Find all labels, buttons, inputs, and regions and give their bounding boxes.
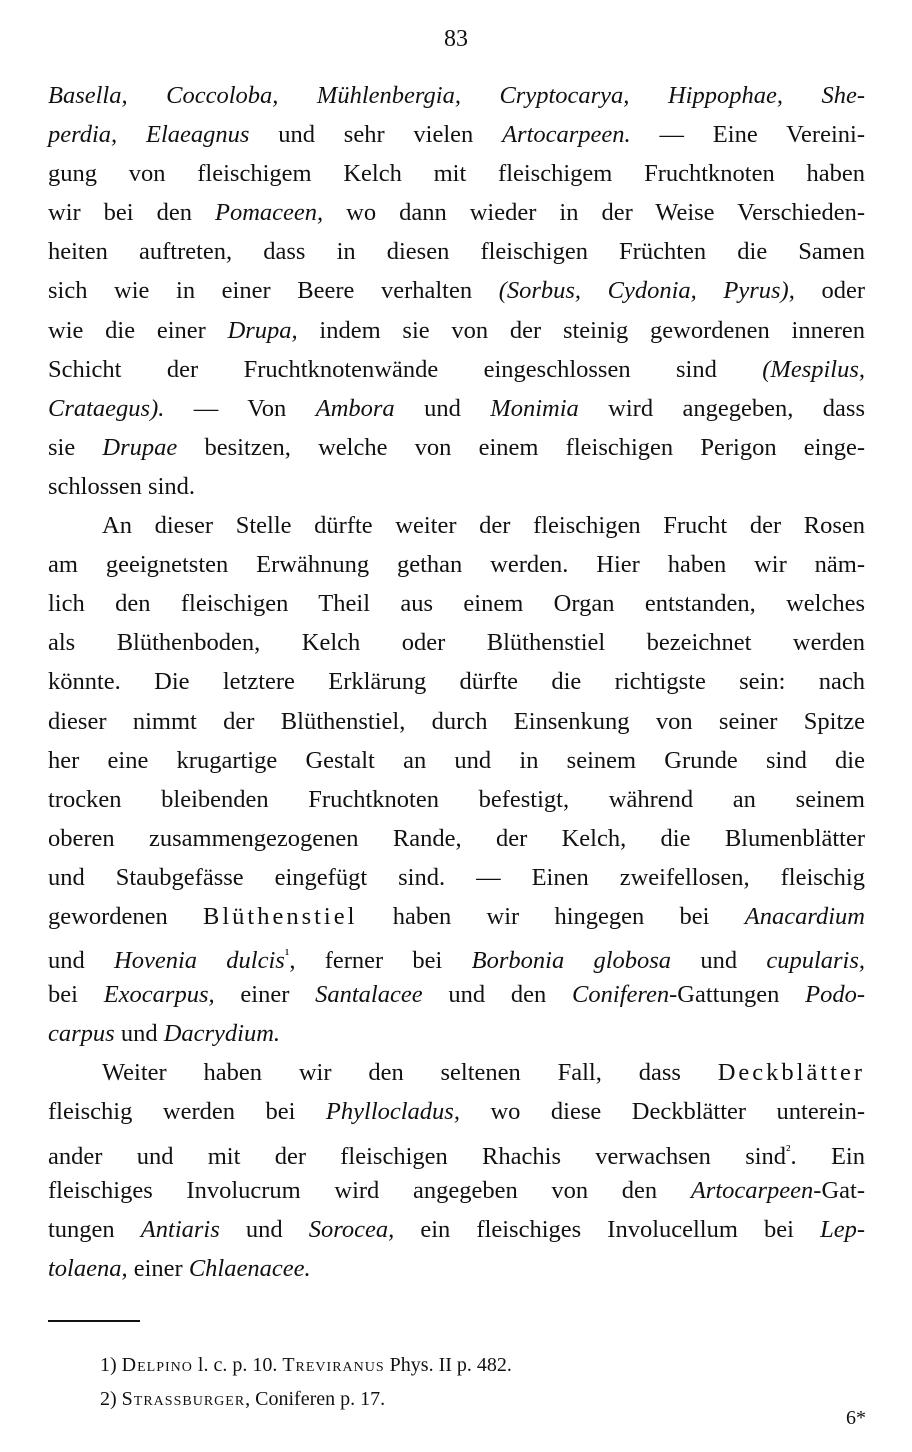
- text-line: [48, 193, 865, 232]
- italic-term: carpus: [48, 1020, 115, 1048]
- text-run: Weiter haben wir den seltenen Fall, dass: [102, 1059, 718, 1087]
- text-line: [48, 311, 865, 350]
- italic-term: Borbonia globosa: [471, 947, 672, 975]
- text-run: sich wie in einer Beere verhalten: [48, 277, 499, 305]
- italic-term: Drupa,: [227, 316, 298, 344]
- signature-mark: 6*: [846, 1407, 866, 1429]
- text-run: , ferner bei: [289, 947, 472, 975]
- text-line: [48, 232, 865, 271]
- text-run: und: [48, 947, 115, 975]
- footnote-author: Strassburger: [121, 1388, 246, 1410]
- page-number: 83: [444, 26, 468, 52]
- italic-term: perdia, Elaeagnus: [48, 121, 250, 149]
- italic-term: Podo-: [805, 981, 865, 1009]
- footnote-author: Treviranus: [282, 1354, 385, 1376]
- text-line: [48, 1249, 865, 1288]
- text-run: dieser nimmt der Blüthenstiel, durch Einsenkung von seiner Spitze: [48, 707, 865, 735]
- footnote-2: [100, 1382, 512, 1416]
- text-line: [48, 1171, 865, 1210]
- footnote-mark: 1): [100, 1354, 117, 1376]
- italic-term: Chlaenacee.: [188, 1254, 311, 1282]
- footnote-rule: [48, 1320, 140, 1322]
- text-run: gung von fleischigem Kelch mit fleischigem Fruchtknoten haben: [48, 160, 865, 188]
- text-line: [48, 780, 865, 819]
- text-run: könnte. Die letztere Erklärung dürfte die richtigste sein: nach: [48, 668, 865, 696]
- text-run: besitzen, welche von einem fleischigen Perigon einge-: [177, 433, 865, 461]
- italic-term: Drupae: [102, 433, 178, 461]
- italic-term: Sorocea,: [308, 1215, 395, 1243]
- text-line: [48, 545, 865, 584]
- text-run: und Staubgefässe eingefügt sind. — Einen zweifellosen, fleischig: [48, 863, 865, 891]
- italic-term: Pomaceen,: [214, 199, 324, 227]
- footnote-1: [100, 1348, 512, 1382]
- text-run: wir bei den: [48, 199, 215, 227]
- italic-term: tolaena,: [48, 1254, 128, 1282]
- text-line: [48, 1210, 865, 1249]
- text-line: [48, 975, 865, 1014]
- text-run: oberen zusammengezogenen Rande, der Kelch, die Blumenblätter: [48, 824, 865, 852]
- text-run: und: [219, 1215, 309, 1243]
- italic-term: Antiaris: [140, 1215, 220, 1243]
- text-run: einer: [214, 981, 316, 1009]
- text-line: [48, 467, 865, 506]
- footnote-mark: 2): [100, 1388, 117, 1410]
- italic-term: Anacardium: [744, 902, 865, 930]
- footnote-ref: ²: [786, 1142, 791, 1159]
- footnote-text: Phys. II p. 482.: [384, 1354, 512, 1376]
- footnote-ref: ¹: [284, 947, 290, 964]
- text-run: einer: [127, 1254, 189, 1282]
- text-run: wird angegeben, dass: [578, 394, 865, 422]
- text-run: wo diese Deckblätter unterein-: [459, 1098, 865, 1126]
- text-run: und: [114, 1020, 164, 1048]
- text-run: — Eine Vereini-: [630, 121, 865, 149]
- text-run: oder: [794, 277, 865, 305]
- text-run: indem sie von der steinig gewordenen inneren: [297, 316, 865, 344]
- text-run: Gattungen: [677, 981, 806, 1009]
- text-line: [48, 741, 865, 780]
- text-run: am geeignetsten Erwähnung gethan werden. Hier haben wir näm-: [48, 551, 865, 579]
- text-run: trocken bleibenden Fruchtknoten befestigt, während an seinem: [48, 785, 865, 813]
- italic-term: Hovenia dulcis: [114, 947, 285, 975]
- text-run: und: [671, 947, 767, 975]
- italic-term: Artocarpeen.: [502, 121, 631, 149]
- italic-term: (Mespilus,: [762, 355, 865, 383]
- text-run: her eine krugartige Gestalt an und in seinem Grunde sind die: [48, 746, 865, 774]
- italic-term: Phyllocladus,: [325, 1098, 460, 1126]
- italic-term: Dacrydium.: [163, 1020, 281, 1048]
- text-line: [48, 1014, 865, 1053]
- footnote-text: l. c. p. 10.: [192, 1354, 283, 1376]
- italic-term: Monimia: [490, 394, 579, 422]
- text-line: [48, 702, 865, 741]
- text-line: [48, 1053, 865, 1092]
- text-run: Deckblätter: [717, 1059, 865, 1087]
- italic-term: (Sorbus, Cydonia, Pyrus),: [498, 277, 795, 305]
- text-run: tungen: [48, 1215, 141, 1243]
- text-run: — Von: [164, 394, 316, 422]
- text-run: ein fleischiges Involucellum bei: [394, 1215, 821, 1243]
- text-line: [48, 506, 865, 545]
- text-line: [48, 271, 865, 310]
- italic-term: Exocarpus,: [103, 981, 215, 1009]
- text-run: wie die einer: [48, 316, 228, 344]
- text-run: Gat-: [821, 1176, 865, 1204]
- text-line: [48, 154, 865, 193]
- text-run: wo dann wieder in der Weise Verschieden-: [323, 199, 865, 227]
- text-run: heiten auftreten, dass in diesen fleischigen Früchten die Samen: [48, 238, 865, 266]
- text-line: [48, 1132, 865, 1171]
- footnote-author: Delpino: [121, 1354, 193, 1376]
- text-run: als Blüthenboden, Kelch oder Blüthenstiel bezeichnet werden: [48, 629, 865, 657]
- text-run: schlossen sind.: [48, 472, 195, 500]
- italic-term: cupularis,: [766, 947, 866, 975]
- body-text: [48, 76, 865, 1288]
- italic-term: Santalacee: [315, 981, 423, 1009]
- italic-term: Artocarpeen-: [690, 1176, 822, 1204]
- text-line: [48, 858, 865, 897]
- text-run: bei: [48, 981, 104, 1009]
- italic-term: Coniferen-: [572, 981, 678, 1009]
- text-line: [48, 936, 865, 975]
- text-line: [48, 428, 865, 467]
- text-run: ander und mit der fleischigen Rhachis verwachsen sind: [48, 1142, 787, 1170]
- text-line: [48, 350, 865, 389]
- text-line: [48, 115, 865, 154]
- italic-term: Crataegus).: [48, 394, 165, 422]
- italic-term: Basella, Coccoloba, Mühlenbergia, Cryptocarya, Hippophae, She-: [48, 82, 865, 109]
- text-run: fleischiges Involucrum wird angegeben von den: [48, 1176, 691, 1204]
- footnote-text: , Coniferen p. 17.: [245, 1388, 386, 1410]
- text-line: [48, 623, 865, 662]
- italic-term: Ambora: [315, 394, 395, 422]
- italic-term: Lep-: [820, 1215, 865, 1243]
- text-line: [48, 662, 865, 701]
- text-run: haben wir hingegen bei: [357, 902, 745, 930]
- text-line: [48, 76, 865, 115]
- text-line: [48, 584, 865, 623]
- text-run: gewordenen: [48, 902, 204, 930]
- text-run: . Ein: [790, 1142, 865, 1170]
- text-line: [48, 897, 865, 936]
- text-line: [48, 1092, 865, 1131]
- text-run: und sehr vielen: [249, 121, 503, 149]
- text-run: An dieser Stelle dürfte weiter der fleischigen Frucht der Rosen: [102, 512, 865, 540]
- text-run: lich den fleischigen Theil aus einem Organ entstanden, welches: [48, 590, 865, 618]
- text-run: Blüthenstiel: [203, 902, 358, 930]
- text-line: [48, 819, 865, 858]
- text-line: [48, 389, 865, 428]
- text-run: Schicht der Fruchtknotenwände eingeschlossen sind: [48, 355, 763, 383]
- text-run: sie: [48, 433, 103, 461]
- text-run: und den: [422, 981, 573, 1009]
- text-run: fleischig werden bei: [48, 1098, 326, 1126]
- footnotes: [100, 1348, 512, 1416]
- text-run: und: [394, 394, 491, 422]
